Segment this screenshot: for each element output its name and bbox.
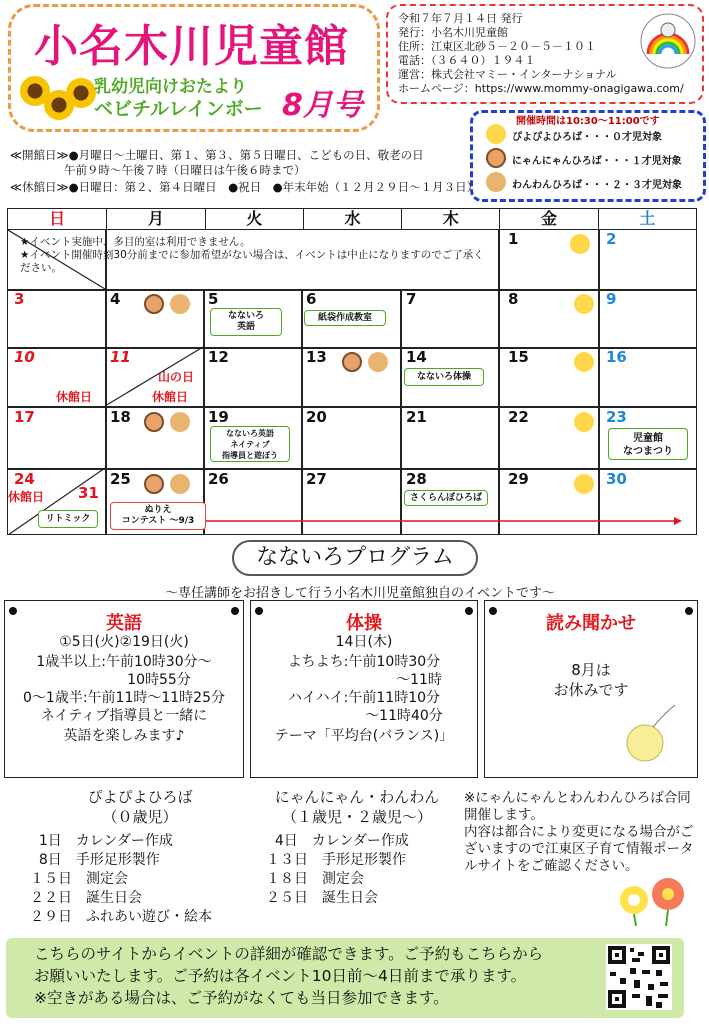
day-3: 3 xyxy=(14,290,25,308)
gym-title: 体操 xyxy=(346,613,382,634)
gym-time-2: ハイハイ:午前11時10分 xyxy=(287,690,441,706)
nyan-row: ２５日 誕生日会 xyxy=(266,890,378,906)
piyo-row: 8日 手形足形製作 xyxy=(30,852,160,868)
cat-icon xyxy=(144,294,164,314)
english-title: 英語 xyxy=(106,613,142,634)
gym-date: 14日(木) xyxy=(335,634,393,650)
day-9: 9 xyxy=(606,290,617,308)
gym-time-1-end: ～11時 xyxy=(396,672,442,688)
day-15: 15 xyxy=(508,348,529,366)
day-25: 25 xyxy=(110,470,131,488)
event-gym: なないろ体操 xyxy=(404,368,484,386)
reading-box xyxy=(484,600,698,778)
homepage-link[interactable]: ホームページ：https://www.mommy-onagigawa.com/ xyxy=(398,82,684,95)
opening-days: ≪開館日≫●月曜日～土曜日、第１、第３、第５日曜日、こどもの日、敬老の日 xyxy=(10,148,424,162)
reservation-banner xyxy=(6,938,684,1018)
english-time-1-end: 10時55分 xyxy=(127,672,191,688)
sunflower-icon xyxy=(66,78,96,108)
phone: 電話：（３６４０）１９４１ xyxy=(398,54,536,67)
event-paper-bag: 紙袋作成教室 xyxy=(304,310,386,326)
footer-line-2: お願いいたします。ご予約は各イベント10日前～4日前まで承ります。 xyxy=(34,967,527,985)
issue-date: 令和７年７月１４日 発行 xyxy=(398,12,523,25)
day-24: 24 xyxy=(14,470,35,488)
chick-icon xyxy=(574,474,594,494)
calendar-grid xyxy=(7,230,697,535)
event-cherry: さくらんぼひろば xyxy=(404,490,488,506)
weekday-fri: 金 xyxy=(499,209,597,229)
english-desc-2: 英語を楽しみます♪ xyxy=(63,728,185,744)
program-title: なないろプログラム xyxy=(232,540,478,576)
reading-title: 読み聞かせ xyxy=(546,613,636,634)
weekday-sat: 土 xyxy=(598,209,696,229)
cat-icon xyxy=(342,352,362,372)
publisher: 発行：小名木川児童館 xyxy=(398,26,508,39)
day-5: 5 xyxy=(208,290,219,308)
chick-icon xyxy=(574,412,594,432)
qr-code-icon[interactable] xyxy=(606,944,672,1010)
day-4: 4 xyxy=(110,290,121,308)
session-time: 開催時間は10:30～11:00です xyxy=(516,116,660,127)
holiday-mountain-day: 山の日 xyxy=(158,370,195,384)
day-10: 10 xyxy=(14,348,35,366)
program-subtitle: ～専任講師をお招きして行う小名木川児童館独自のイベントです～ xyxy=(164,586,555,601)
cat-icon xyxy=(144,412,164,432)
nyan-subtitle: （１歳児・２歳児～） xyxy=(281,808,432,826)
cat-icon xyxy=(144,474,164,494)
contest-period-arrow xyxy=(206,515,684,527)
balloon-icon xyxy=(623,701,683,767)
closing-days: ≪休館日≫●日曜日：第２、第４日曜日 ●祝日 ●年末年始（１２月２９日～１月３日） xyxy=(10,180,479,194)
day-30: 30 xyxy=(606,470,627,488)
chick-icon xyxy=(486,124,506,144)
day-23: 23 xyxy=(606,408,627,426)
newsletter-name: ベビチルレインボー xyxy=(94,98,263,120)
piyo-row: ２９日 ふれあい遊び・絵本 xyxy=(30,909,212,925)
month-label: 8月号 xyxy=(282,88,363,123)
flower-icon xyxy=(614,876,694,926)
chick-icon xyxy=(574,294,594,314)
weekday-wed: 水 xyxy=(303,209,401,229)
closed-label: 休館日 xyxy=(152,390,189,404)
day-22: 22 xyxy=(508,408,529,426)
opening-hours: 午前９時～午後７時（日曜日は午後６時まで） xyxy=(64,163,306,177)
chick-icon xyxy=(570,234,590,254)
event-rhythmic: リトミック xyxy=(38,510,98,528)
day-28: 28 xyxy=(406,470,427,488)
weekday-sun: 日 xyxy=(49,209,66,228)
dog-icon xyxy=(170,474,190,494)
day-2: 2 xyxy=(606,230,617,248)
gym-time-2-end: ～11時40分 xyxy=(365,708,443,724)
reading-note-1: 8月は xyxy=(571,661,611,679)
dog-icon xyxy=(170,294,190,314)
piyo-subtitle: （０歳児） xyxy=(102,808,178,826)
nyan-row: 4日 カレンダー作成 xyxy=(266,833,409,849)
calendar-diagonals xyxy=(8,230,698,535)
day-21: 21 xyxy=(406,408,427,426)
weekday-tue: 火 xyxy=(205,209,303,229)
piyo-row: 1日 カレンダー作成 xyxy=(30,833,173,849)
english-box xyxy=(4,600,244,778)
day-31: 31 xyxy=(78,484,99,502)
reading-note-2: お休みです xyxy=(553,681,629,699)
piyo-target: ぴよぴよひろば・・・０才児対象 xyxy=(512,132,662,143)
piyo-title: ぴよぴよひろば xyxy=(87,788,193,806)
dog-icon xyxy=(368,352,388,372)
day-19: 19 xyxy=(208,408,229,426)
day-26: 26 xyxy=(208,470,229,488)
rainbow-logo-icon xyxy=(638,12,698,70)
gym-theme: テーマ「平均台(バランス)」 xyxy=(274,728,454,744)
english-time-2: 0～1歳半:午前11時～11時25分 xyxy=(23,690,225,706)
day-6: 6 xyxy=(306,290,317,308)
subtitle: 乳幼児向けおたより xyxy=(94,77,247,97)
dog-icon xyxy=(170,412,190,432)
weekday-thu: 木 xyxy=(401,209,499,229)
calendar-notice: ★イベント実施中、多目的室は利用できません。 ★イベント開催時刻30分前までに参加希望がない場合は、イベントは中止になりますのでご了承ください。 xyxy=(20,236,484,274)
day-11: 11 xyxy=(110,348,131,366)
nyan-row: １８日 測定会 xyxy=(266,871,364,887)
english-desc-1: ネイティブ指導員と一緒に xyxy=(40,708,208,724)
footer-line-3: ※空きがある場合は、ご予約がなくても当日参加できます。 xyxy=(34,989,449,1007)
day-8: 8 xyxy=(508,290,519,308)
chick-icon xyxy=(574,352,594,372)
address: 住所：江東区北砂５－２０－５－１０１ xyxy=(398,40,596,53)
day-27: 27 xyxy=(306,470,327,488)
weekday-mon: 月 xyxy=(106,209,204,229)
dog-icon xyxy=(486,172,506,192)
gym-time-1: よちよち:午前10時30分 xyxy=(287,654,441,670)
joint-session-note: ※にゃんにゃんとわんわんひろば合同開催します。 内容は都合により変更になる場合がございますので江東区子育て情報ポータルサイトをご確認ください。 xyxy=(464,790,694,874)
event-summer-festival: 児童館 なつまつり xyxy=(608,428,688,460)
day-1: 1 xyxy=(508,230,519,248)
page-title: 小名木川児童館 xyxy=(34,21,349,72)
nyan-target: にゃんにゃんひろば・・・１才児対象 xyxy=(512,156,682,167)
calendar-header xyxy=(7,208,697,230)
english-time-1: 1歳半以上:午前10時30分～ xyxy=(36,654,212,670)
english-dates: ①5日(火)②19日(火) xyxy=(59,634,189,650)
day-16: 16 xyxy=(606,348,627,366)
day-13: 13 xyxy=(306,348,327,366)
nyan-title: にゃんにゃん・わんわん xyxy=(274,788,440,806)
closed-label: 休館日 xyxy=(8,490,45,504)
nyan-row: １３日 手形足形製作 xyxy=(266,852,406,868)
day-29: 29 xyxy=(508,470,529,488)
day-12: 12 xyxy=(208,348,229,366)
operator: 運営：株式会社マミー・インターナショナル xyxy=(398,68,617,81)
footer-line-1: こちらのサイトからイベントの詳細が確認できます。ご予約もこちらから xyxy=(34,945,544,963)
event-english: なないろ 英語 xyxy=(210,308,282,336)
cat-icon xyxy=(486,148,506,168)
event-native-english: なないろ英語 ネイティブ 指導員と遊ぼう xyxy=(210,426,290,462)
day-20: 20 xyxy=(306,408,327,426)
piyo-row: ２２日 誕生日会 xyxy=(30,890,142,906)
day-14: 14 xyxy=(406,348,427,366)
event-coloring-contest: ぬりえ コンテスト ～9/3 xyxy=(110,502,206,530)
day-18: 18 xyxy=(110,408,131,426)
piyo-row: １５日 測定会 xyxy=(30,871,128,887)
day-17: 17 xyxy=(14,408,35,426)
closed-label: 休館日 xyxy=(56,390,93,404)
gym-box xyxy=(250,600,478,778)
day-7: 7 xyxy=(406,290,417,308)
wan-target: わんわんひろば・・・２・３才児対象 xyxy=(512,180,682,191)
